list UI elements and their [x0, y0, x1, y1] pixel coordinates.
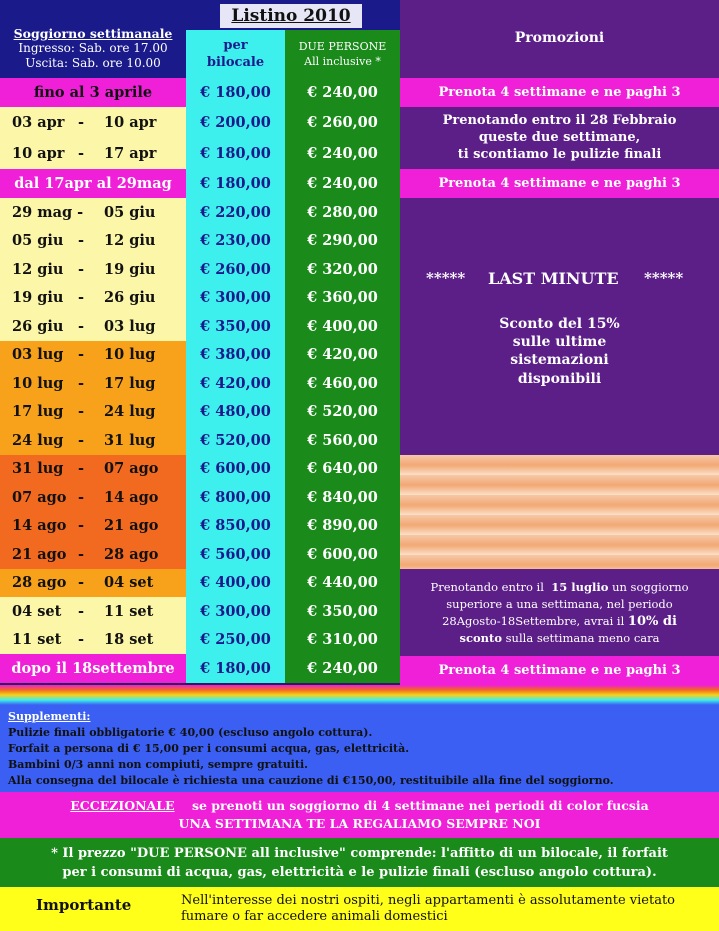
price-bilocale: € 420,00 — [186, 369, 285, 398]
price-bilocale: € 180,00 — [186, 138, 285, 169]
price-due-persone: € 440,00 — [285, 569, 400, 598]
promo-4 — [400, 656, 719, 685]
period-cell — [0, 169, 186, 198]
early-line3: 28Agosto-18Settembre, avrai il 10% di — [442, 614, 677, 629]
period-start: 29 mag - — [12, 203, 84, 221]
stay-title: Soggiorno settimanale — [13, 26, 173, 41]
period-end: 17 apr — [104, 145, 157, 162]
period-end: 11 set — [104, 602, 154, 620]
important-label: Importante — [36, 896, 132, 914]
promo-2 — [400, 107, 719, 169]
period-start: 19 giu — [12, 289, 64, 307]
table-row — [0, 569, 400, 598]
table-row — [0, 540, 400, 569]
period-dash: - — [78, 289, 85, 307]
important-line1: Nell'interesse dei nostri ospiti, negli appartamenti è assolutamente vietato — [181, 893, 675, 908]
table-row — [0, 398, 400, 427]
price-due-persone: € 520,00 — [285, 398, 400, 427]
period-start: 10 apr — [12, 145, 65, 162]
period-end: 21 ago — [104, 517, 159, 535]
period-end: 04 set — [104, 574, 154, 592]
early-booking-promo — [400, 569, 719, 656]
inclusive-note-box — [0, 838, 719, 887]
stars-left: ***** — [426, 269, 466, 287]
table-row — [0, 483, 400, 512]
period-start: 03 lug — [12, 346, 64, 364]
price-bilocale: € 800,00 — [186, 483, 285, 512]
period-cell — [0, 483, 186, 512]
table-row — [0, 78, 400, 107]
price-due-persone: € 260,00 — [285, 107, 400, 138]
price-due-persone: € 890,00 — [285, 512, 400, 541]
supplements-box — [0, 705, 719, 792]
price-bilocale: € 260,00 — [186, 255, 285, 284]
price-due-persone: € 240,00 — [285, 654, 400, 683]
period-start: 28 ago — [12, 574, 67, 592]
note-line2: per i consumi di acqua, gas, elettricità e le pulizie finali (escluso angolo cottura). — [62, 865, 657, 880]
stay-info-header — [0, 0, 186, 78]
period-dash: - — [78, 374, 85, 392]
last-minute-line1: Sconto del 15% — [499, 316, 620, 332]
period-end: 07 ago — [104, 460, 159, 478]
price-due-persone: € 240,00 — [285, 78, 400, 107]
table-row — [0, 312, 400, 341]
price-bilocale: € 600,00 — [186, 455, 285, 484]
period-cell — [0, 369, 186, 398]
price-due-persone: € 600,00 — [285, 540, 400, 569]
period-end: 24 lug — [104, 403, 156, 421]
promo-1 — [400, 78, 719, 107]
promo-2-line2: queste due settimane, — [478, 130, 641, 145]
checkout-time: Uscita: Sab. ore 10.00 — [25, 56, 161, 70]
period-dash: - — [78, 346, 85, 364]
table-row — [0, 255, 400, 284]
period-label: dal 17apr al 29mag — [14, 175, 172, 192]
period-dash: - — [78, 631, 85, 649]
period-label: fino al 3 aprile — [33, 84, 153, 101]
period-dash: - — [78, 574, 85, 592]
price-due-persone: € 560,00 — [285, 426, 400, 455]
period-dash: - — [78, 145, 85, 162]
promotions-header — [400, 0, 719, 78]
table-row — [0, 626, 400, 655]
period-start: 14 ago — [12, 517, 67, 535]
period-dash: - — [78, 431, 85, 449]
promo-2-line1: Prenotando entro il 28 Febbraio — [442, 113, 677, 128]
price-bilocale: € 300,00 — [186, 597, 285, 626]
period-end: 05 giu — [104, 203, 156, 221]
price-due-persone: € 640,00 — [285, 455, 400, 484]
stars-right: ***** — [644, 269, 684, 287]
price-due-persone: € 280,00 — [285, 198, 400, 227]
period-start: 21 ago — [12, 545, 67, 563]
price-due-persone: € 350,00 — [285, 597, 400, 626]
period-end: 10 apr — [104, 114, 157, 131]
period-cell — [0, 597, 186, 626]
col-header-due-persone — [285, 30, 400, 78]
table-row — [0, 455, 400, 484]
price-bilocale: € 180,00 — [186, 78, 285, 107]
period-start: 24 lug — [12, 431, 64, 449]
note-line1: * Il prezzo "DUE PERSONE all inclusive" comprende: l'affitto di un bilocale, il forfait — [51, 846, 668, 861]
table-row — [0, 284, 400, 313]
period-cell — [0, 654, 186, 683]
price-bilocale: € 250,00 — [186, 626, 285, 655]
period-cell — [0, 512, 186, 541]
period-start: 03 apr — [12, 114, 65, 131]
col-per-line1: per — [223, 38, 248, 53]
col-per-line2: bilocale — [206, 55, 265, 70]
table-row — [0, 369, 400, 398]
title-label-bg — [220, 4, 362, 28]
period-dash: - — [78, 460, 85, 478]
price-due-persone: € 320,00 — [285, 255, 400, 284]
price-due-persone: € 400,00 — [285, 312, 400, 341]
period-end: 14 ago — [104, 488, 159, 506]
supplement-line2: Forfait a persona di € 15,00 per i consumi acqua, gas, elettricità. — [8, 742, 410, 755]
table-row — [0, 227, 400, 256]
exceptional-line2: UNA SETTIMANA TE LA REGALIAMO SEMPRE NOI — [178, 816, 541, 831]
period-start: 31 lug — [12, 460, 64, 478]
price-bilocale: € 850,00 — [186, 512, 285, 541]
period-cell — [0, 540, 186, 569]
supplement-line1: Pulizie finali obbligatorie € 40,00 (escluso angolo cottura). — [8, 726, 373, 739]
period-start: 04 set — [12, 602, 62, 620]
period-cell — [0, 138, 186, 169]
table-row — [0, 138, 400, 169]
period-cell — [0, 312, 186, 341]
period-dash: - — [78, 114, 85, 131]
period-start: 17 lug — [12, 403, 64, 421]
supplement-line3: Bambini 0/3 anni non compiuti, sempre gratuiti. — [8, 758, 308, 771]
period-cell — [0, 78, 186, 107]
period-cell — [0, 398, 186, 427]
table-row — [0, 426, 400, 455]
period-dash: - — [78, 602, 85, 620]
promo-3-text: Prenota 4 settimane e ne paghi 3 — [438, 176, 681, 191]
price-bilocale: € 520,00 — [186, 426, 285, 455]
col-due-line2: All inclusive * — [304, 55, 381, 68]
period-cell — [0, 198, 186, 227]
period-end: 31 lug — [104, 431, 156, 449]
table-row — [0, 654, 400, 683]
table-row — [0, 107, 400, 138]
period-end: 17 lug — [104, 374, 156, 392]
last-minute-promo — [400, 198, 719, 455]
table-row — [0, 597, 400, 626]
price-bilocale: € 220,00 — [186, 198, 285, 227]
promo-3 — [400, 169, 719, 198]
last-minute-line4: disponibili — [517, 371, 602, 387]
price-bilocale: € 400,00 — [186, 569, 285, 598]
price-due-persone: € 240,00 — [285, 169, 400, 198]
early-line4: sconto sulla settimana meno cara — [459, 631, 660, 645]
period-cell — [0, 107, 186, 138]
exceptional-box — [0, 792, 719, 838]
table-row — [0, 198, 400, 227]
period-dash: - — [78, 260, 85, 278]
period-cell — [0, 426, 186, 455]
early-line1: Prenotando entro il 15 luglio un soggiorno — [430, 580, 689, 594]
important-line2: fumare o far accedere animali domestici — [181, 909, 448, 924]
col-due-line1: DUE PERSONE — [298, 40, 387, 53]
period-end: 26 giu — [104, 289, 156, 307]
last-minute-line3: sistemazioni — [510, 352, 609, 368]
period-cell — [0, 455, 186, 484]
table-row — [0, 169, 400, 198]
exceptional-line1: ECCEZIONALE se prenoti un soggiorno di 4 settimane nei periodi di color fucsia — [70, 798, 649, 813]
price-bilocale: € 560,00 — [186, 540, 285, 569]
promo-4-text: Prenota 4 settimane e ne paghi 3 — [438, 663, 681, 678]
period-start: 26 giu — [12, 317, 64, 335]
price-bilocale: € 350,00 — [186, 312, 285, 341]
period-label: dopo il 18settembre — [11, 660, 175, 677]
last-minute-title: LAST MINUTE — [488, 269, 619, 288]
decorative-gradient — [400, 455, 719, 569]
col-header-per-bilocale — [186, 30, 285, 78]
promo-1-text: Prenota 4 settimane e ne paghi 3 — [438, 85, 681, 100]
period-start: 07 ago — [12, 488, 67, 506]
period-cell — [0, 626, 186, 655]
period-start: 12 giu — [12, 260, 64, 278]
price-bilocale: € 180,00 — [186, 654, 285, 683]
period-cell — [0, 227, 186, 256]
period-dash: - — [78, 517, 85, 535]
page-title: Listino 2010 — [231, 6, 351, 26]
price-due-persone: € 420,00 — [285, 341, 400, 370]
rainbow-separator — [0, 685, 719, 705]
period-start: 11 set — [12, 631, 62, 649]
price-bilocale: € 180,00 — [186, 169, 285, 198]
period-dash: - — [78, 232, 85, 250]
last-minute-line2: sulle ultime — [512, 334, 607, 350]
table-row — [0, 512, 400, 541]
period-cell — [0, 341, 186, 370]
period-end: 12 giu — [104, 232, 156, 250]
promo-2-line3: ti scontiamo le pulizie finali — [457, 147, 662, 162]
exceptional-label: ECCEZIONALE — [70, 798, 175, 813]
period-dash: - — [78, 545, 85, 563]
price-due-persone: € 310,00 — [285, 626, 400, 655]
checkin-time: Ingresso: Sab. ore 17.00 — [18, 41, 168, 55]
period-cell — [0, 284, 186, 313]
promotions-title: Promozioni — [514, 30, 605, 46]
period-end: 18 set — [104, 631, 154, 649]
table-row — [0, 341, 400, 370]
period-dash: - — [78, 488, 85, 506]
period-cell — [0, 569, 186, 598]
price-due-persone: € 360,00 — [285, 284, 400, 313]
price-bilocale: € 230,00 — [186, 227, 285, 256]
important-box — [0, 887, 719, 931]
early-line2: superiore a una settimana, nel periodo — [446, 597, 673, 611]
supplements-title: Supplementi: — [8, 710, 91, 723]
period-cell — [0, 255, 186, 284]
price-bilocale: € 200,00 — [186, 107, 285, 138]
period-start: 05 giu — [12, 232, 64, 250]
period-end: 19 giu — [104, 260, 156, 278]
important-text — [181, 893, 675, 925]
price-due-persone: € 240,00 — [285, 138, 400, 169]
period-end: 10 lug — [104, 346, 156, 364]
supplement-line4: Alla consegna del bilocale è richiesta una cauzione di €150,00, restituibile alla fine del soggiorno. — [8, 774, 614, 787]
period-dash: - — [78, 403, 85, 421]
price-due-persone: € 460,00 — [285, 369, 400, 398]
price-due-persone: € 840,00 — [285, 483, 400, 512]
period-end: 03 lug — [104, 317, 156, 335]
price-bilocale: € 480,00 — [186, 398, 285, 427]
price-bilocale: € 380,00 — [186, 341, 285, 370]
period-end: 28 ago — [104, 545, 159, 563]
price-bilocale: € 300,00 — [186, 284, 285, 313]
period-dash: - — [78, 317, 85, 335]
price-due-persone: € 290,00 — [285, 227, 400, 256]
period-start: 10 lug — [12, 374, 64, 392]
